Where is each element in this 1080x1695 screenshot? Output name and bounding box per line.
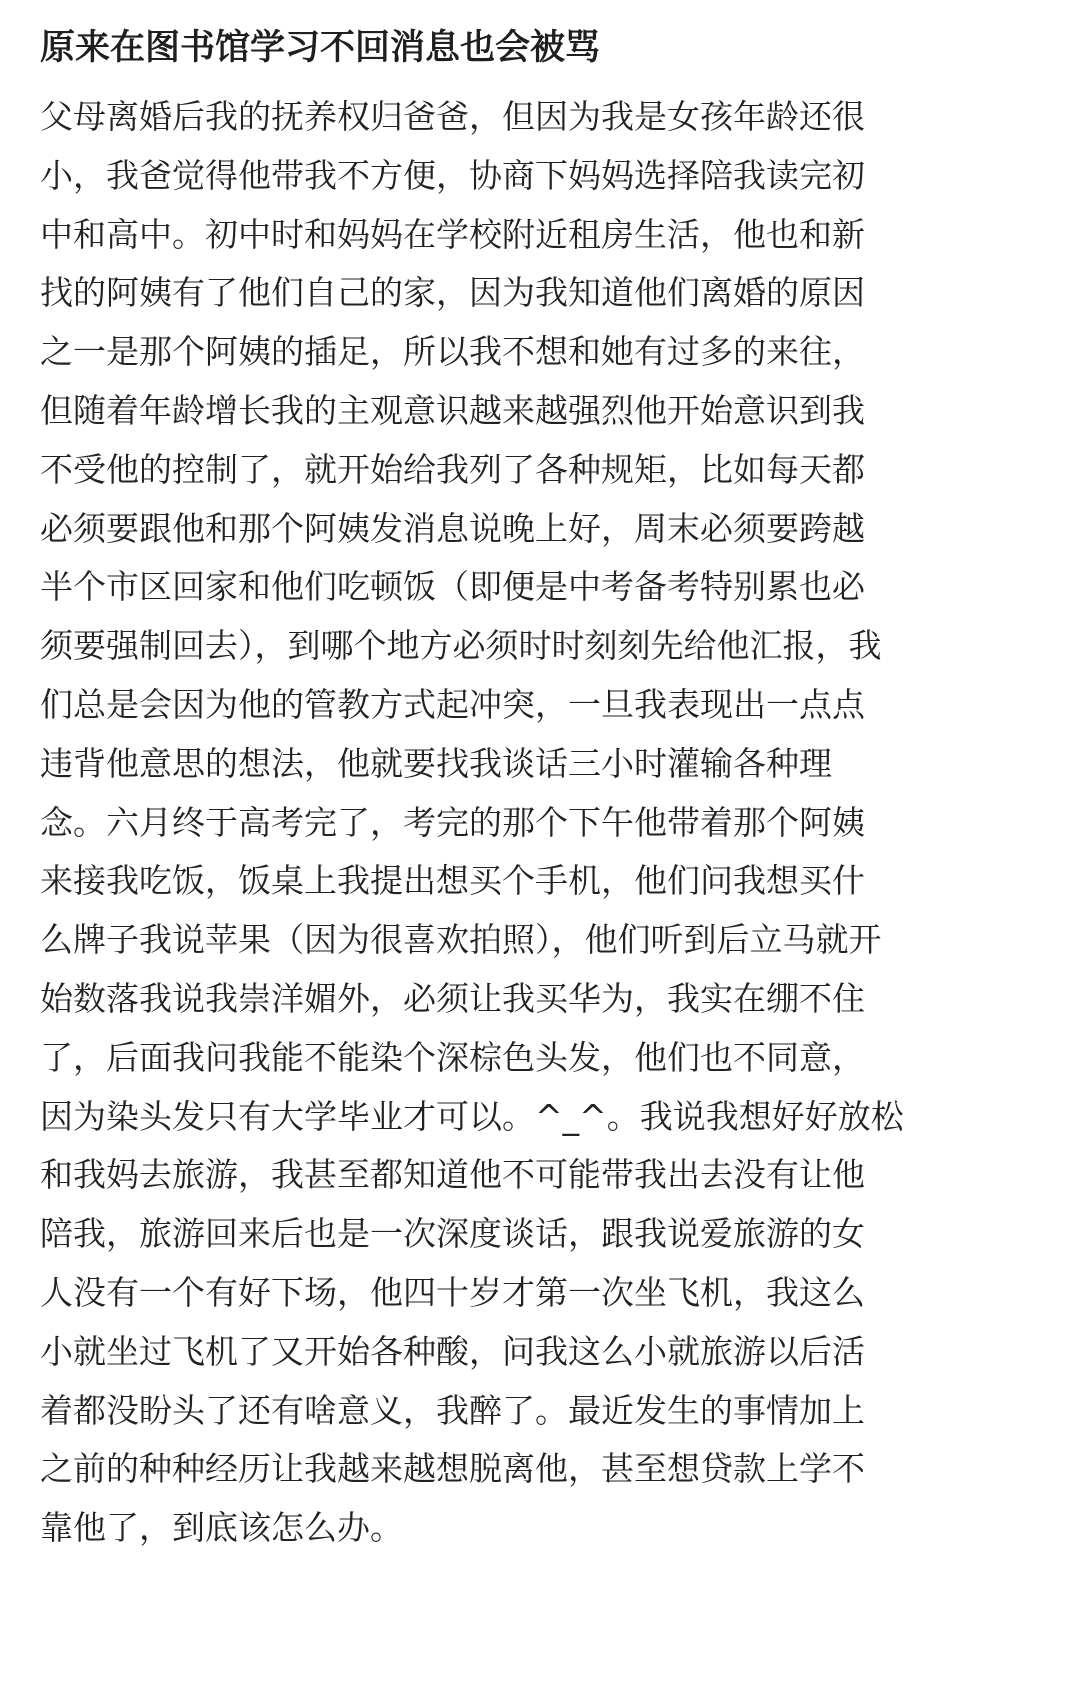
body-line: 之一是那个阿姨的插足，所以我不想和她有过多的来往， (40, 332, 865, 372)
body-line: 找的阿姨有了他们自己的家，因为我知道他们离婚的原因 (40, 273, 865, 313)
body-line: 靠他了，到底该怎么办。 (40, 1508, 403, 1548)
body-line: 因为染头发只有大学毕业才可以。^_^。我说我想好好放松 (40, 1096, 904, 1136)
body-line: 之前的种种经历让我越来越想脱离他，甚至想贷款上学不 (40, 1449, 865, 1489)
post (40, 14, 1040, 1558)
post-title: 原来在图书馆学习不回消息也会被骂 (40, 28, 601, 68)
body-line: 陪我，旅游回来后也是一次深度谈话，跟我说爱旅游的女 (40, 1214, 865, 1254)
body-line: 小，我爸觉得他带我不方便，协商下妈妈选择陪我读完初 (40, 155, 865, 195)
body-line: 中和高中。初中时和妈妈在学校附近租房生活，他也和新 (40, 214, 865, 254)
body-line: 不受他的控制了，就开始给我列了各种规矩，比如每天都 (40, 449, 865, 489)
body-line: 必须要跟他和那个阿姨发消息说晚上好，周末必须要跨越 (40, 508, 865, 548)
body-line: 人没有一个有好下场，他四十岁才第一次坐飞机，我这么 (40, 1272, 865, 1312)
body-line: 违背他意思的想法，他就要找我谈话三小时灌输各种理 (40, 743, 832, 783)
body-line: 父母离婚后我的抚养权归爸爸，但因为我是女孩年龄还很 (40, 97, 865, 136)
body-line: 和我妈去旅游，我甚至都知道他不可能带我出去没有让他 (40, 1155, 865, 1195)
body-line: 么牌子我说苹果（因为很喜欢拍照），他们听到后立马就开 (40, 920, 882, 960)
body-line: 但随着年龄增长我的主观意识越来越强烈他开始意识到我 (40, 390, 865, 430)
post-body (40, 88, 1040, 1558)
body-line: 们总是会因为他的管教方式起冲突，一旦我表现出一点点 (40, 684, 865, 724)
body-line: 来接我吃饭，饭桌上我提出想买个手机，他们问我想买什 (40, 861, 865, 901)
body-line: 念。六月终于高考完了，考完的那个下午他带着那个阿姨 (40, 802, 865, 842)
body-line: 小就坐过飞机了又开始各种酸，问我这么小就旅游以后活 (40, 1331, 865, 1371)
body-line: 须要强制回去），到哪个地方必须时时刻刻先给他汇报，我 (40, 626, 882, 666)
body-line: 着都没盼头了还有啥意义，我醉了。最近发生的事情加上 (40, 1390, 865, 1430)
body-line: 始数落我说我崇洋媚外，必须让我买华为，我实在绷不住 (40, 978, 865, 1018)
body-line: 半个市区回家和他们吃顿饭（即便是中考备考特别累也必 (40, 567, 865, 607)
body-line: 了，后面我问我能不能染个深棕色头发，他们也不同意， (40, 1037, 865, 1077)
